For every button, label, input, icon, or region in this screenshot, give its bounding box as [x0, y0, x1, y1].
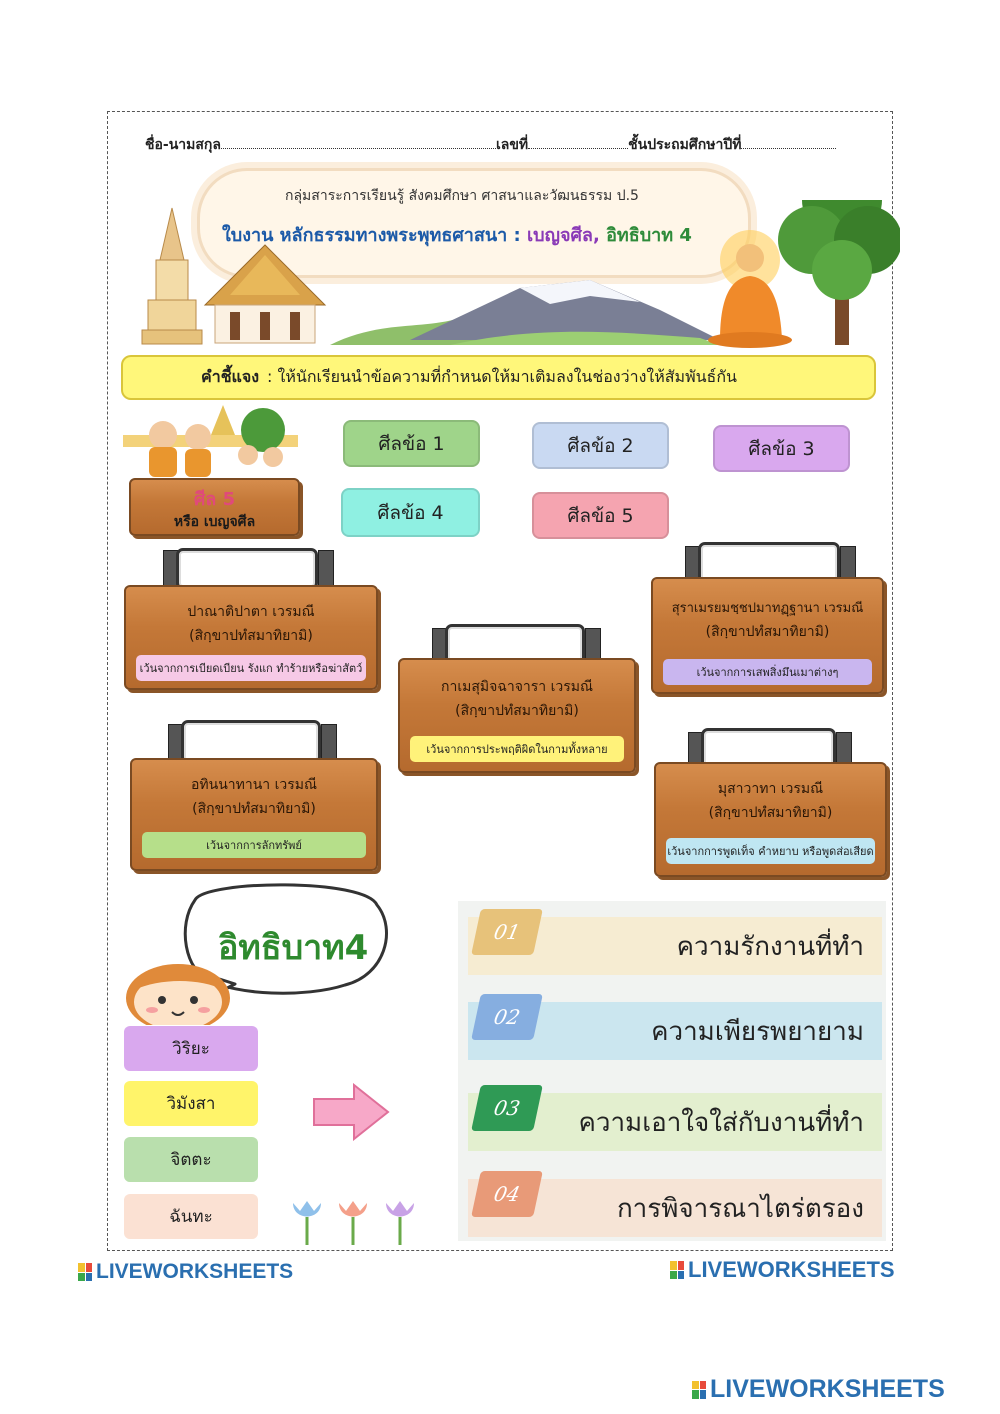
ribbon-number: 02 [471, 994, 543, 1040]
monks-illustration [123, 405, 303, 485]
liveworksheets-logo-icon [692, 1381, 706, 1399]
iddhipada-term-citta[interactable]: จิตตะ [124, 1137, 258, 1182]
number-label: เลขที่ [495, 137, 529, 153]
iddhipada-term-vimamsa[interactable]: วิมังสา [124, 1081, 258, 1126]
iddhipada-term-chanda[interactable]: ฉันทะ [124, 1194, 258, 1239]
flowers-icon [285, 1195, 425, 1250]
stupa-icon [142, 208, 202, 344]
name-label: ชื่อ-นามสกุล [145, 137, 221, 153]
precepts-sign [129, 478, 300, 536]
ribbon-number: 04 [471, 1171, 543, 1217]
student-info-line [145, 134, 836, 156]
subject-line: กลุ่มสาระการเรียนรู้ สังคมศึกษา ศาสนาและวัฒนธรรม ป.5 [285, 188, 639, 204]
precept-meaning: เว้นจากการประพฤติผิดในกามทั้งหลาย [410, 736, 624, 762]
temple-scene-illustration [120, 200, 900, 350]
title-precepts: เบญจศีล, [527, 225, 600, 246]
name-blank[interactable] [221, 136, 496, 149]
answer-chip-precept-1[interactable]: ศีลข้อ 1 [343, 420, 480, 467]
meaning-text: ความเพียรพยายาม [651, 1016, 864, 1047]
liveworksheets-logo-icon [78, 1263, 92, 1281]
precepts-title: ศีล 5 [193, 489, 236, 510]
title-iddhipada: อิทธิบาท 4 [606, 225, 692, 246]
precept-meaning: เว้นจากการเสพสิ่งมึนเมาต่างๆ [663, 659, 872, 685]
meaning-ribbon-1 [468, 917, 882, 975]
instruction-bar [121, 355, 876, 400]
answer-chip-precept-2[interactable]: ศีลข้อ 2 [532, 422, 669, 469]
temple-icon [205, 245, 325, 343]
tree-icon [778, 200, 900, 345]
meaning-ribbon-4 [468, 1179, 882, 1237]
mountain-icon [410, 280, 720, 340]
answer-chip-precept-4[interactable]: ศีลข้อ 4 [341, 488, 480, 537]
precept-board-5 [654, 762, 887, 877]
precept-name: กาเมสุมิจฉาจารา เวรมณี [440, 679, 593, 695]
precept-recitation: (สิกฺขาปทํสมาทิยามิ) [705, 624, 830, 640]
precept-meaning: เว้นจากการพูดเท็จ คำหยาบ หรือพูดส่อเสียด [666, 838, 875, 864]
ribbon-number: 03 [471, 1085, 543, 1131]
meaning-text: การพิจารณาไตร่ตรอง [616, 1193, 864, 1224]
precept-name: ปาณาติปาตา เวรมณี [187, 604, 315, 620]
precept-recitation: (สิกฺขาปทํสมาทิยามิ) [708, 805, 833, 821]
liveworksheets-logo: LIVEWORKSHEETS [78, 1260, 293, 1284]
arrow-right-icon [312, 1083, 392, 1141]
precept-board-2 [130, 758, 378, 871]
liveworksheets-logo: LIVEWORKSHEETS [692, 1375, 945, 1404]
instruction-text: : ให้นักเรียนนำข้อความที่กำหนดให้มาเติมลงในช่องว่างให้สัมพันธ์กัน [267, 367, 737, 386]
instruction-label: คำชี้แจง [201, 367, 260, 386]
liveworksheets-logo: LIVEWORKSHEETS [670, 1257, 895, 1283]
board-post [321, 724, 337, 762]
precept-board-4 [651, 577, 884, 694]
precept-name: สุราเมรยมชฺชปมาทฏฺฐานา เวรมณี [671, 601, 864, 616]
worksheet-title: ใบงาน หลักธรรมทางพระพุทธศาสนา : เบญจศีล, อิทธิบาท 4 [222, 225, 692, 246]
precept-recitation: (สิกฺขาปทํสมาทิยามิ) [455, 703, 579, 719]
answer-chip-precept-3[interactable]: ศีลข้อ 3 [713, 425, 850, 472]
iddhipada-term-viriya[interactable]: วิริยะ [124, 1026, 258, 1071]
precept-board-3 [398, 658, 636, 773]
precept-name: มุสาวาทา เวรมณี [717, 781, 824, 797]
answer-chip-precept-5[interactable]: ศีลข้อ 5 [532, 492, 669, 539]
iddhipada-bubble-text: อิทธิบาท4 [218, 928, 369, 968]
grade-blank[interactable] [741, 136, 836, 149]
precept-name: อทินนาทานา เวรมณี [191, 777, 317, 793]
precept-recitation: (สิกฺขาปทํสมาทิยามิ) [192, 801, 316, 817]
precept-meaning: เว้นจากการเบียดเบียน รังแก ทำร้ายหรือฆ่าสัตว์ [136, 655, 366, 681]
precept-board-1 [124, 585, 378, 690]
grade-label: ชั้นประถมศึกษาปีที่ [628, 137, 742, 153]
precept-answer-slot-1[interactable] [176, 548, 318, 590]
girl-face-icon [120, 950, 240, 1025]
precepts-subtitle: หรือ เบญจศีล [173, 514, 256, 530]
board-post [318, 550, 334, 590]
precept-recitation: (สิกฺขาปทํสมาทิยามิ) [189, 628, 313, 644]
meaning-ribbon-2 [468, 1002, 882, 1060]
meaning-text: ความรักงานที่ทำ [676, 931, 864, 962]
ribbon-number: 01 [471, 909, 543, 955]
liveworksheets-logo-icon [670, 1261, 684, 1279]
meaning-text: ความเอาใจใส่กับงานที่ทำ [578, 1107, 864, 1138]
precept-meaning: เว้นจากการลักทรัพย์ [142, 832, 366, 858]
meaning-ribbon-3 [468, 1093, 882, 1151]
number-blank[interactable] [528, 136, 628, 149]
